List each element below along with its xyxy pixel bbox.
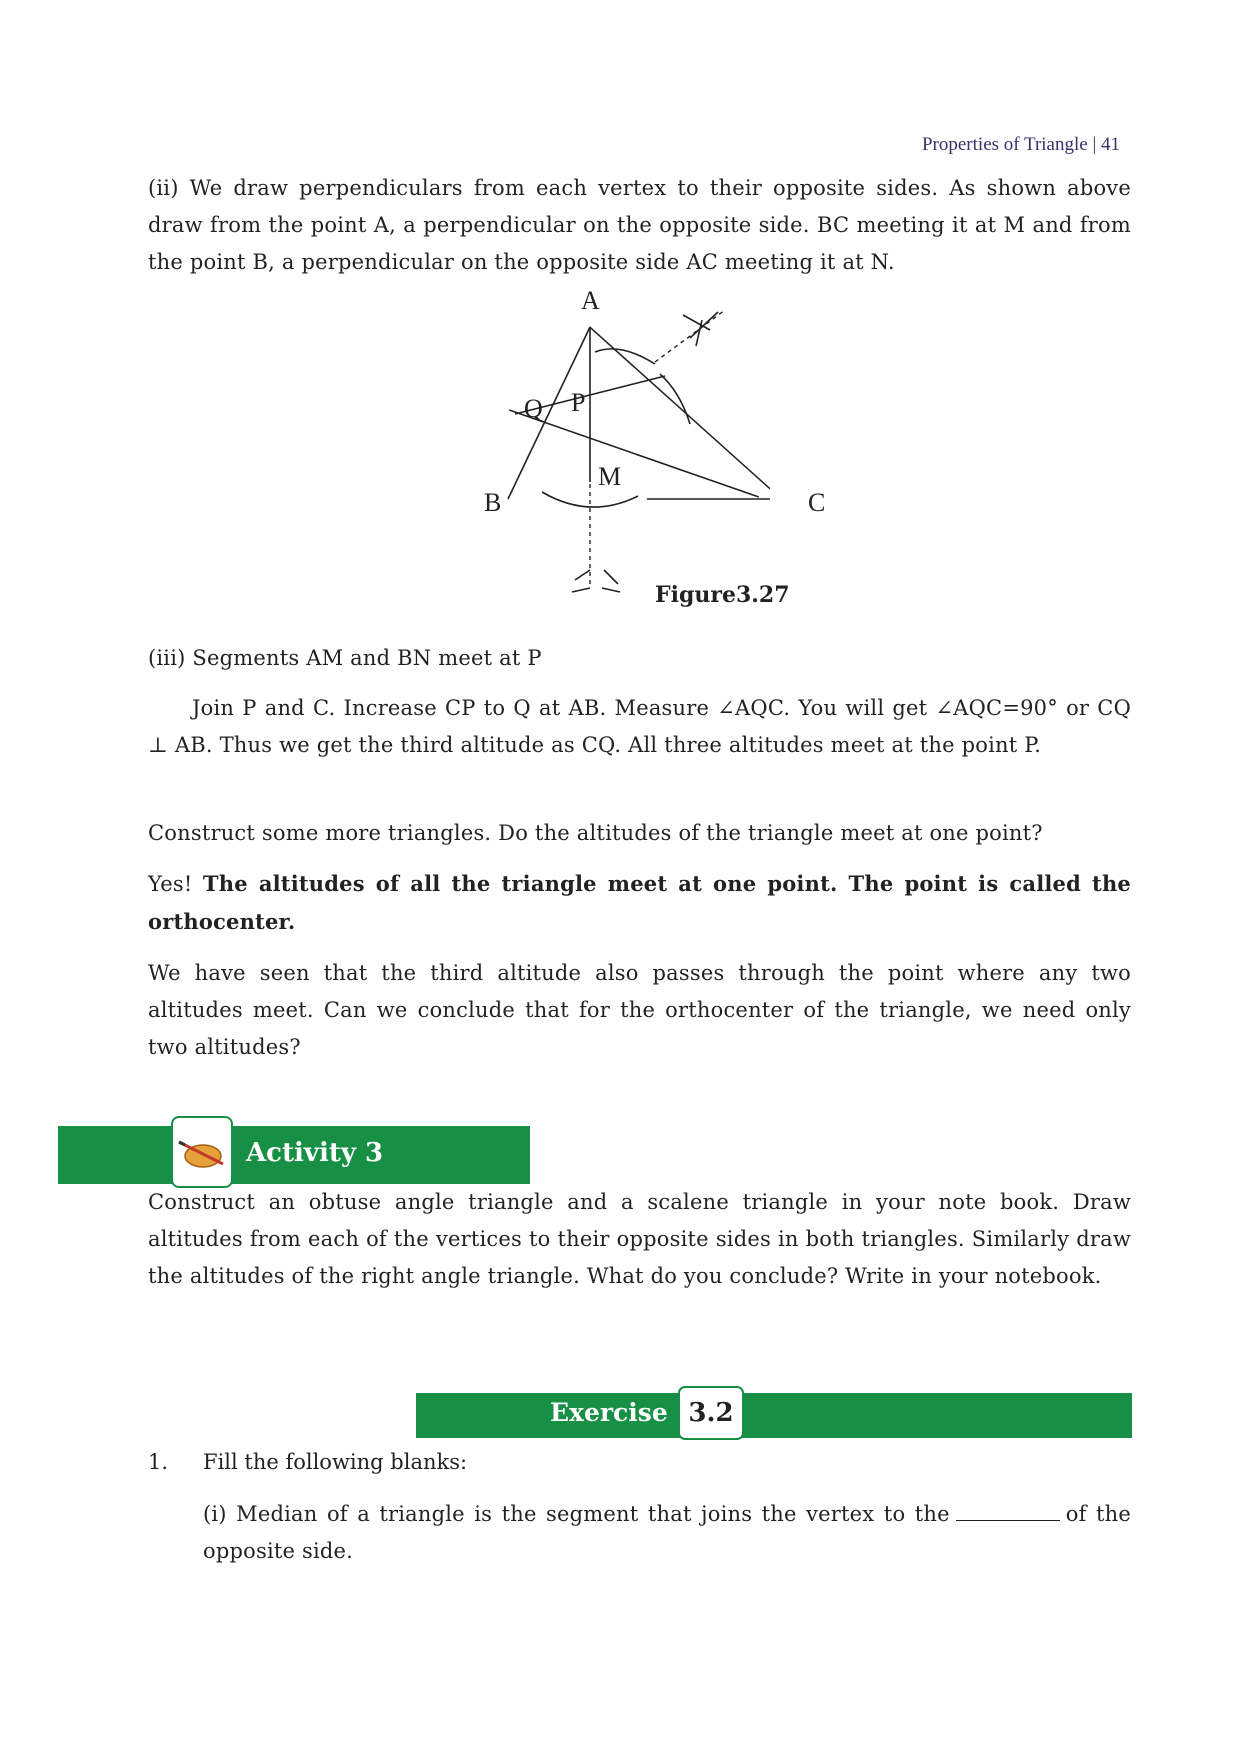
orthocenter-definition: The altitudes of all the triangle meet at one point. The point is called the orthocenter.: [148, 871, 1131, 934]
arc-right: [660, 374, 690, 424]
figure-caption: Figure3.27: [655, 582, 790, 608]
sub-i-before: (i) Median of a triangle is the segment that joins the vertex to the: [203, 1502, 950, 1526]
construction-dashed-top: [655, 310, 725, 362]
question-text: Fill the following blanks:: [203, 1450, 468, 1474]
question-sub-i: [203, 1496, 1131, 1570]
label-p: P: [571, 388, 586, 417]
activity-text: Construct an obtuse angle triangle and a scalene triangle in your note book. Draw altitudes from each of the vertices to their opposite sides in both triangles. Similarly draw the altitudes of the right angle triangle. What do you conclude? Write in your notebook.: [148, 1190, 1131, 1288]
paragraph-join-pc: Join P and C. Increase CP to Q at AB. Measure ∠AQC. You will get ∠AQC=90° or CQ ⊥ AB. Thus we get the third altitude as CQ. All three altitudes meet at the point P.: [148, 696, 1131, 757]
label-m: M: [598, 462, 622, 491]
arc-cross-bottom: [572, 570, 620, 592]
paragraph-two-altitudes: We have seen that the third altitude also passes through the point where any two altitudes meet. Can we conclude that for the orthocenter of the triangle, we need only two altitudes?: [148, 961, 1131, 1059]
fill-blank[interactable]: [956, 1500, 1060, 1521]
label-a: A: [581, 286, 600, 315]
triangle-construction-diagram: [470, 292, 770, 612]
question-number: 1.: [148, 1450, 169, 1474]
label-b: B: [484, 488, 502, 517]
paragraph-step-ii: (ii) We draw perpendiculars from each vertex to their opposite sides. As shown above draw from the point A, a perpendicular on the opposite side. BC meeting it at M and from the point B, a perpendicular on the opposite side AC meeting it at N.: [148, 176, 1131, 274]
activity-title: Activity 3: [246, 1138, 384, 1168]
paragraph-construct-more: Construct some more triangles. Do the altitudes of the triangle meet at one point?: [148, 821, 1043, 845]
arc-top: [595, 349, 655, 364]
pencil-hand-icon: [171, 1116, 233, 1188]
paragraph-orthocenter: [148, 865, 1131, 941]
segment-p-c: [509, 410, 759, 497]
exercise-banner: [416, 1393, 1132, 1438]
yes-prefix: Yes!: [148, 872, 203, 896]
running-header: Properties of Triangle | 41: [921, 134, 1120, 155]
label-c: C: [808, 488, 826, 517]
paragraph-step-iii: (iii) Segments AM and BN meet at P: [148, 646, 542, 670]
sub-i-after: of the opposite side.: [203, 1502, 1131, 1563]
figure-3-27: [470, 286, 826, 612]
exercise-number: 3.2: [678, 1386, 744, 1440]
exercise-title: Exercise: [550, 1398, 668, 1427]
label-q: Q: [524, 394, 543, 423]
